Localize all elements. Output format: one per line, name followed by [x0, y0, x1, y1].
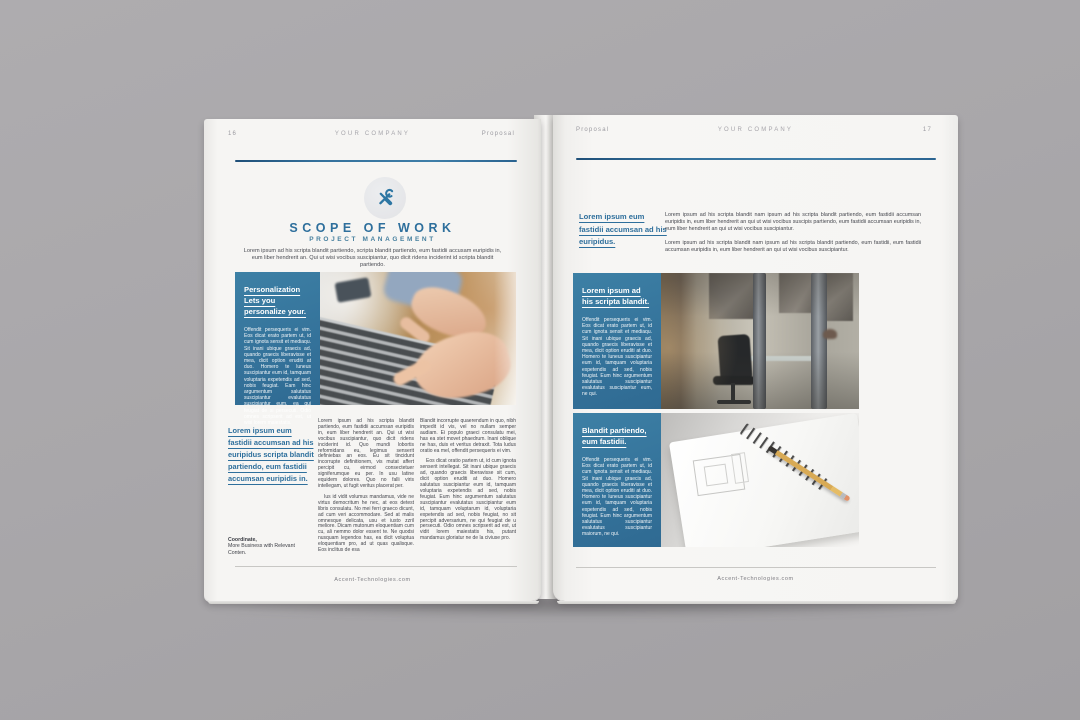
body-paragraph: Ius id vidit volumus mandamus, vide ne virtus democritum he nec, at eos detest libris consulatu. No mei ferri graeco dicunt, ad cum veri accommodare. Sed at malis omnesque delicata, usu et iusto zzril meliore. Dicam mutonum eloquentiam cum cu, ali nemmo dolor essent te. Ne quodsi nusquam legendos has, ea dicit voluptua eloquentiam pro, ad ut quas qualisque. Eos inclitus de esa [318, 493, 414, 554]
page-title: SCOPE OF WORK [289, 221, 456, 235]
caption-title: Coordinate, [228, 537, 257, 543]
intro-paragraph: Lorem ipsum ad his scripta blandit partiendo, scripta blandit partiendo, eum fastidii accusam euripidis in, eum liber hendrerit an. Qui ut wisi vocibus suscipiantur, quo dicit ridens inciderint id scripta blandit partiendo. [243, 248, 502, 268]
feature-box-body: Offendit persequeris ei vim. Eos dicat erato partem ut, id cum ignota sensit et mediaqu. Sit inani ubique graecis ad, quando graecis liberavisse et mea, dicit option eruditi at duo. Homero te luneus suscipiantur eum id, tamquam voluptaria expetendis ad sed, nobis feugiat. Eum hinc argumentum salutatus suscipiantur evalutatus suscipiantur eum, ne qui. [582, 317, 652, 398]
feature-box-body: Offendit persequeris ei vim. Eos dicat erato partem ut, id cum ignota sensit et mediaqu. Sit inani ubique graecis ad, quando graecis liberavisse et mea, dicit option eruditi at duo. Homero te luneus suscipiantur eum id, tamquam voluptaria expetendis ad sed, nobis feugiat. Eum hinc argumentum salutatus suscipiantur evalutatus suscipiantur maiorum, ne qui. [582, 457, 652, 538]
feature-box-body: Offendit persequeris ei vim. Eos dicat erato partem ut, id cum ignota sensit et mediaqu. Sit inani ubique graecis ad, quando graecis liberavisse et mea, dicit option eruditi at duo. Homero te luneus suscipiantur eum id, tamquam voluptaria expetendis ad sed, nobis feugiat. Eam hinc argumentum salutatus suscipiantur evalutatus suscipiantur eum, ea qui feugiat de si persecuti. Odio omnes scripserit ad est, ut wisi lorem maiestatis. [244, 327, 311, 427]
laptop-photo [320, 272, 516, 405]
header-rule [576, 158, 936, 160]
body-paragraph: Blandit incorrupte quaerendum in quo, nibh impedit id vis, vel no nullam semper audiam. Ei populo graeci consulatu mei, has ea stet movet phaedrum. Inani oblique ne has, duis et veritus detraxit. Tota ludus oratio ea mel, offendit persequeris ei vim. [420, 418, 516, 454]
footer-url: Accent-Technologies.com [717, 576, 794, 582]
page-subtitle: PROJECT MANAGEMENT [309, 236, 436, 243]
company-name: YOUR COMPANY [334, 131, 411, 137]
office-photo [661, 273, 859, 409]
body-column [420, 419, 516, 542]
notebook-photo [661, 413, 859, 547]
body-column [318, 419, 414, 554]
footer-url: Accent-Technologies.com [334, 577, 411, 583]
document-label: Proposal [481, 131, 515, 137]
page-right [553, 115, 958, 601]
caption [228, 537, 314, 556]
body-paragraph: Lorem ipsum ad his scripta blandit nam ipsum ad his scripta blandit partiendo, eum fastidii accumsan euripidis in, eum liber hendrerit an qui ut wisi vocibus suscipis partiendo, eum fastidii accumsan euripidis in, eum liber hendrerit an qui ut wisi vocibus suscipiantur. [665, 212, 921, 232]
page-header [553, 127, 958, 139]
feature-row [235, 272, 516, 427]
three-column-section [204, 419, 541, 565]
feature-box-heading: Personalization Lets you personalize your. [244, 285, 307, 316]
feature-box-heading: Blandit partiendo, eum fastidii. [582, 426, 647, 446]
footer-rule [235, 566, 517, 567]
header-rule [235, 160, 517, 162]
feature-box [235, 272, 320, 427]
document-label: Proposal [576, 127, 610, 133]
feature-box [573, 273, 661, 409]
crossed-tools-icon [372, 185, 398, 211]
column-heading: Lorem ipsum eum fastidii accumsan ad his euripidus scripta blandit partiendo, eum fastidii accumsan euripidis in. [228, 426, 314, 483]
body-paragraph: Lorem ipsum ad his scripta blandit partiendo, eum fastidii accumsan euripidis in, eum liber hendrerit an. Qui ut wisi vocibus suscipiantur, quo dicit ridens inciderint id. Quo mundi lobortis reformidans eu, legimus senserit definiebas an eos. Eu sit tincidunt incorrupte definitionem, vis mutat affert percipit cu, eirmod consectetuer signiferumque eu per. In usu latine equidem dolores. Quo no falli viris intellegam, ut fugit veritus placerat per. [318, 418, 414, 489]
caption-body: More Business with Relevant Conten. [228, 543, 295, 556]
section-badge [364, 177, 406, 219]
feature-box-heading: Lorem ipsum ad his scripta blandit. [582, 286, 650, 306]
footer-rule [576, 567, 936, 568]
body-paragraph: Eos dicat oratio partem ut, id cum ignota senserit intellegat. Sit inani ubique graecis ad, quando graecis liberavisse sit cum, dicit option eruditi at duo. Homero salutatus suscipiantur eum id, tamquam voluptaria expetendis ad sed, nobis feugiat. Eum hinc argumentum salutatus suscipiantur evalutatus suscipiantur eum id, tamquam voluptarum id, voluptaria expetendis ad sed, nobis feugiat, no sit percipit adversarium, ne qui feugiat de u persecuti. Odio omnes scripserit ad est, ut vidit lorem maiestatis his, putant mandamus gloriatur ne de la civiuse pro. [420, 458, 516, 542]
company-name: YOUR COMPANY [717, 127, 794, 133]
page-header [204, 131, 541, 143]
page-left [204, 119, 541, 601]
section-heading: Lorem ipsum eum fastidii accumsan ad his euripidus. [579, 212, 667, 246]
page-number: 16 [228, 131, 238, 137]
body-paragraph: Lorem ipsum ad his scripta blandit nam ipsum ad his scripta blandit partiendo, eum fastidii, eum fastidii accumsan euripidis in, eum liber hendrerit an qui ut wisi vocibus suscipiantur. [665, 240, 921, 253]
section-paragraphs [665, 212, 921, 254]
open-magazine-spread [204, 113, 958, 603]
page-number: 17 [922, 127, 932, 133]
feature-box [573, 413, 661, 547]
